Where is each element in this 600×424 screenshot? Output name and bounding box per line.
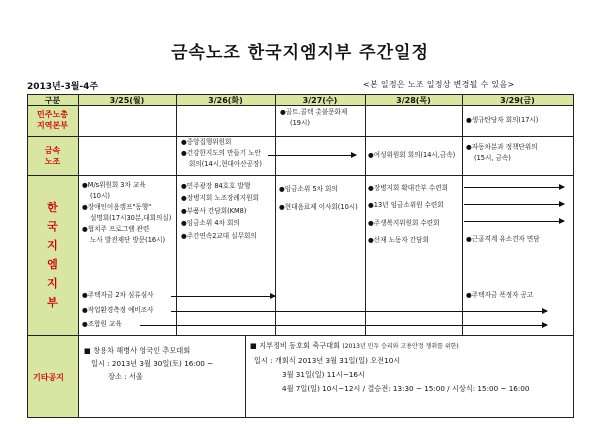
event-line: (10시) <box>90 192 110 200</box>
event-line: ●장병지회 노조장례지원회 <box>181 194 259 203</box>
row-label-char: 지 <box>47 277 58 290</box>
row-label-line: 금속 <box>44 146 61 155</box>
event-line: 노사 발전재단 방문(16시) <box>90 236 166 244</box>
row-label-kmwu <box>27 145 78 167</box>
divider <box>27 335 573 336</box>
span-arrow <box>268 155 356 156</box>
divider <box>78 94 79 335</box>
header-fri: 3/29(금) <box>500 96 535 105</box>
span-arrow <box>464 221 564 222</box>
row-label-misc: 기타공지 <box>33 373 64 382</box>
kmwu-thu-event: ●여성위원회 회의(14시,금속) <box>368 151 456 159</box>
notice-subtitle: (2013년 민두 승리와 고용안정 쟁취를 위한) <box>342 343 459 350</box>
notice-line: 일시 : 2013년 3월 30일(토) 16:00 ~ <box>91 359 214 368</box>
span-arrow <box>171 311 547 312</box>
span-arrow <box>171 296 275 297</box>
event-line: ●주간연속2교대 실무회의 <box>181 231 257 240</box>
event-line: ●임금소위 4차 회의 <box>181 219 240 228</box>
gm-wed-events <box>279 180 358 216</box>
span-arrow <box>140 325 547 326</box>
misc-notice-left <box>84 344 213 383</box>
gm-thu-events <box>368 180 448 249</box>
row-label-char: 국 <box>47 220 58 233</box>
event-line: ●주생복지위원회 수련회 <box>368 218 440 227</box>
event-line: 회의(14시,현대아산공장) <box>189 160 262 168</box>
divider <box>27 136 573 137</box>
event-line: ●장애인이음캠프"동행" <box>82 203 152 211</box>
gm-fri-event: ●근골격계 유소견자 면담 <box>466 235 540 243</box>
misc-notice-right <box>250 339 529 396</box>
notice-line: 3월 31일(일) 11시~16시 <box>282 370 365 379</box>
row-label-line: 지역본부 <box>37 121 68 130</box>
row-label-kctu <box>27 109 78 131</box>
gm-bottom-event-1: ●주택자금 2차 심류심사 <box>82 291 154 299</box>
gm-tue-events <box>181 180 259 242</box>
event-line: ●장병지회 확대간부 수련회 <box>368 184 449 192</box>
event-line: ●현대음료제 이사회(10시) <box>279 203 358 211</box>
page-title: 금속노조 한국지엠지부 주간일정 <box>171 43 429 63</box>
kmwu-fri-event <box>466 142 538 164</box>
event-line: ●골트.콜텍 촛불문화제 <box>280 108 348 116</box>
event-line: ●협치주 프로그램 관련 <box>82 225 150 233</box>
header-tue: 3/26(화) <box>208 96 243 105</box>
event-line: (15시, 금속) <box>474 154 511 162</box>
divider <box>176 94 177 335</box>
event-line: ●부품사 간담회(KM8) <box>181 206 247 215</box>
divider <box>245 335 246 418</box>
notice-line: 4월 7일(일) 10시~12시 / 결승전: 13:30 ~ 15:00 / 시상식: 15:00 ~ 16:00 <box>282 384 530 393</box>
gm-fri-bottom-event: ●주택자금 폭정자 공고 <box>466 291 534 299</box>
kctu-wed-event <box>280 107 347 129</box>
divider <box>462 94 463 335</box>
event-line: ●산재 노동자 간담회 <box>368 235 429 244</box>
gm-mon-events <box>82 180 171 246</box>
divider <box>27 175 573 176</box>
disclaimer-note: <본 일정은 노조 일정상 변경될 수 있음> <box>363 80 515 89</box>
span-arrow <box>464 187 564 188</box>
event-line: ●건강한지도의 만들기 노안 <box>181 149 262 157</box>
divider <box>365 94 366 335</box>
row-label-line: 민주노총 <box>37 110 68 119</box>
row-label-char: 엠 <box>47 258 58 271</box>
event-line: ●중앙집행위원회 <box>181 138 232 146</box>
row-label-char: 한 <box>47 201 58 214</box>
header-category: 구분 <box>44 96 61 105</box>
row-label-char: 지 <box>47 239 58 252</box>
notice-line: 일시 : 개회식 2013년 3월 31일(일) 오전10시 <box>254 356 401 365</box>
event-line: ●13년 임금소위원 수련회 <box>368 201 444 210</box>
event-line: ●자동차분과 정책단위의 <box>466 143 538 151</box>
row-label-gm-korea <box>27 198 78 312</box>
header-wed: 3/27(수) <box>302 96 338 105</box>
kctu-fri-event: ●생규탄당자 회의(17시) <box>466 116 539 124</box>
span-arrow <box>464 204 564 205</box>
week-label: 2013년-3월-4주 <box>27 82 99 92</box>
header-mon: 3/25(월) <box>109 96 145 105</box>
notice-line <box>250 339 529 354</box>
notice-line: 장소 : 서울 <box>108 372 143 381</box>
kmwu-tue-event <box>181 137 262 170</box>
event-line: 설명회(17시30분,대회의실) <box>90 214 172 222</box>
notice-title: ■ 지부정비 동호회 축구대회 <box>250 341 341 350</box>
gm-bottom-event-2: ●작업환경측정 예비조사 <box>82 306 154 314</box>
gm-bottom-event-3: ●조합원 교육 <box>82 320 122 328</box>
notice-line: ■ 창용차 해병사 영국인 추모대회 <box>84 346 191 355</box>
event-line: ●임금소위 5차 회의 <box>279 185 338 193</box>
event-line: (19시) <box>290 119 310 127</box>
event-line: ●M/s위원회 3차 교육 <box>82 181 146 189</box>
divider <box>78 335 79 418</box>
row-label-line: 노조 <box>44 157 61 166</box>
event-line: ●민주광장 84호호 발행 <box>181 182 251 190</box>
header-thu: 3/28(목) <box>396 96 431 105</box>
row-label-char: 부 <box>47 296 58 309</box>
